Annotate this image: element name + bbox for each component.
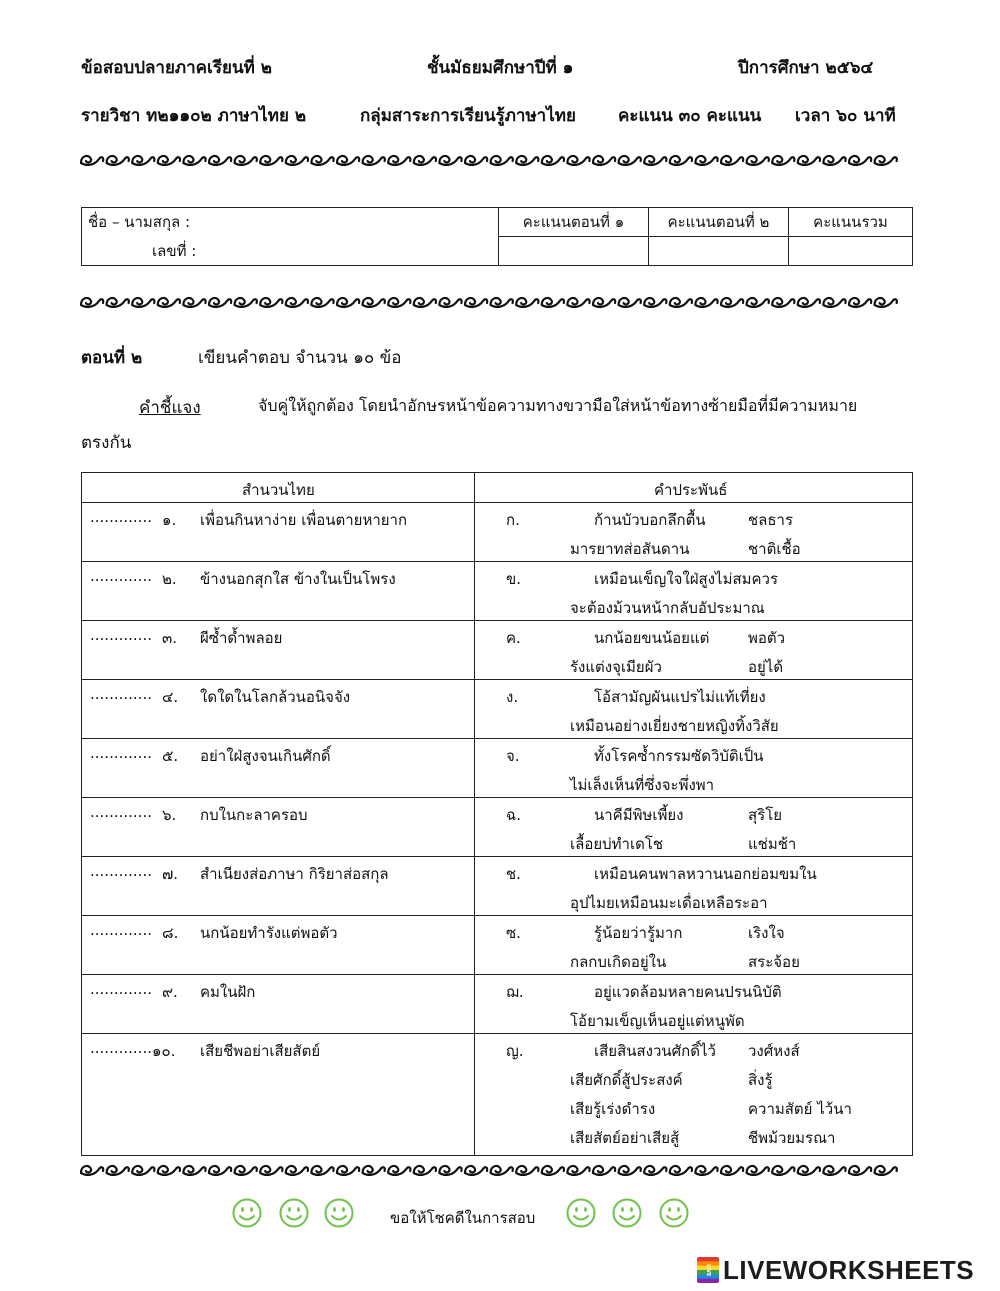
ornament-swirl-icon [593, 1166, 615, 1175]
poem-letter: จ. [506, 747, 520, 765]
poem-line-end: สระจ้อย [748, 953, 800, 971]
good-luck-text: ขอให้โชคดีในการสอบ [390, 1209, 536, 1227]
ornament-divider [80, 292, 912, 314]
answer-blank[interactable]: ............. [90, 626, 152, 644]
section-title: ตอนที่ ๒ [81, 348, 143, 368]
ornament-swirl-icon [209, 156, 231, 165]
ornament-swirl-icon [337, 1166, 359, 1175]
poem-line: เลื้อยบ่ทำเดโช [570, 835, 664, 853]
liveworksheets-logo[interactable] [697, 1256, 974, 1284]
ornament-swirl-icon [567, 156, 589, 165]
ornament-swirl-icon [260, 298, 282, 307]
item-number: ๙. [162, 983, 178, 1001]
ornament-swirl-icon [670, 156, 692, 165]
poem-line: เสียศักดิ์สู้ประสงค์ [570, 1071, 683, 1089]
idiom-text: กบในกะลาครอบ [200, 806, 308, 824]
row-separator [82, 620, 912, 621]
badge-text: LIVE [705, 1263, 711, 1277]
row-separator [82, 797, 912, 798]
poem-letter: ก. [506, 511, 520, 529]
ornament-swirl-icon [721, 1166, 743, 1175]
ornament-swirl-icon [311, 298, 333, 307]
name-field[interactable] [82, 208, 499, 237]
poem-line: มารยาทส่อสันดาน [570, 540, 690, 558]
poem-line-end: ความสัตย์ ไว้นา [748, 1100, 852, 1118]
ornament-swirl-icon [363, 1166, 385, 1175]
poem-letter: ซ. [506, 924, 521, 942]
ornament-swirl-icon [158, 1166, 180, 1175]
ornament-swirl-icon [107, 298, 129, 307]
ornament-swirl-icon [235, 298, 257, 307]
row-separator [82, 502, 912, 503]
ornament-swirl-icon [798, 298, 820, 307]
ornament-swirl-icon [516, 1166, 538, 1175]
instruction-text: จับคู่ให้ถูกต้อง โดยนำอักษรหน้าข้อความทางขวามือใส่หน้าข้อทางซ้ายมือที่มีความหมาย [258, 396, 858, 415]
column-header-right: คำประพันธ์ [654, 481, 728, 499]
time-label: เวลา ๖๐ นาที [795, 106, 896, 126]
ornament-swirl-icon [465, 156, 487, 165]
poem-line: เหมือนเข็ญใจใฝ่สูงไม่สมควร [594, 570, 779, 588]
ornament-swirl-icon [337, 156, 359, 165]
ornament-swirl-icon [107, 156, 129, 165]
poem-line: จะต้องม้วนหน้ากลับอัประมาณ [570, 599, 765, 617]
row-separator [82, 1033, 912, 1034]
idiom-text: ใดใดในโลกล้วนอนิจจัง [200, 688, 351, 706]
ornament-divider [80, 150, 912, 172]
ornament-swirl-icon [183, 1166, 205, 1175]
ornament-swirl-icon [593, 298, 615, 307]
ornament-swirl-icon [747, 156, 769, 165]
ornament-swirl-icon [567, 298, 589, 307]
ornament-swirl-icon [542, 1166, 564, 1175]
poem-line-end: พอตัว [748, 629, 786, 647]
column-divider [474, 473, 475, 1155]
part1-score-header: คะแนนตอนที่ ๑ [499, 208, 649, 237]
poem-line-end: สุริโย [748, 806, 783, 824]
poem-line-end: ชาติเชื้อ [748, 540, 801, 558]
idiom-text: อย่าใฝ่สูงจนเกินศักดิ์ [200, 747, 331, 765]
ornament-swirl-icon [619, 1166, 641, 1175]
poem-line: เสียสินสงวนศักดิ์ไว้ [594, 1042, 716, 1060]
ornament-swirl-icon [183, 156, 205, 165]
ornament-swirl-icon [132, 156, 154, 165]
item-number: ๒. [162, 570, 177, 588]
poem-line: เสียรู้เร่งดำรง [570, 1100, 656, 1118]
live-badge [697, 1257, 719, 1283]
answer-blank[interactable]: ............. [90, 980, 152, 998]
row-separator [82, 856, 912, 857]
poem-letter: ฌ. [506, 983, 524, 1001]
ornament-swirl-icon [619, 156, 641, 165]
score-label: คะแนน ๓๐ คะแนน [618, 106, 762, 126]
idiom-text: คมในฝัก [200, 983, 256, 1001]
ornament-swirl-icon [875, 1166, 897, 1175]
ornament-swirl-icon [363, 298, 385, 307]
ornament-swirl-icon [849, 156, 871, 165]
grade-label: ชั้นมัธยมศึกษาปีที่ ๑ [427, 58, 574, 78]
poem-letter: ฉ. [506, 806, 521, 824]
ornament-swirl-icon [81, 1166, 103, 1175]
ornament-swirl-icon [516, 298, 538, 307]
poem-line-end: ชีพม้วยมรณา [748, 1129, 836, 1147]
poem-line: เหมือนคนพาลหวานนอกย่อมขมใน [594, 865, 817, 883]
ornament-swirl-icon [695, 298, 717, 307]
ornament-swirl-icon [158, 298, 180, 307]
ornament-swirl-icon [747, 1166, 769, 1175]
poem-line: เสียสัตย์อย่าเสียสู้ [570, 1129, 680, 1147]
idiom-text: เสียชีพอย่าเสียสัตย์ [200, 1042, 321, 1060]
ornament-swirl-icon [183, 298, 205, 307]
ornament-swirl-icon [670, 1166, 692, 1175]
ornament-swirl-icon [721, 156, 743, 165]
poem-line-end: ชลธาร [748, 511, 794, 529]
ornament-swirl-icon [823, 298, 845, 307]
item-number: ๖. [162, 806, 177, 824]
ornament-swirl-icon [823, 1166, 845, 1175]
part2-score-cell[interactable] [649, 237, 789, 266]
group-label: กลุ่มสาระการเรียนรู้ภาษาไทย [360, 106, 576, 126]
poem-line: นกน้อยขนน้อยแต่ [594, 629, 710, 647]
ornament-swirl-icon [439, 156, 461, 165]
ornament-swirl-icon [132, 1166, 154, 1175]
row-separator [82, 561, 912, 562]
student-info-table [81, 207, 913, 266]
poem-line-end: สิ่งรู้ [748, 1071, 773, 1089]
ornament-swirl-icon [414, 156, 436, 165]
ornament-swirl-icon [132, 298, 154, 307]
ornament-swirl-icon [209, 1166, 231, 1175]
answer-blank[interactable]: ............. [90, 1039, 152, 1057]
ornament-swirl-icon [107, 1166, 129, 1175]
smiley-icon [566, 1198, 596, 1228]
ornament-swirl-icon [695, 1166, 717, 1175]
ornament-swirl-icon [593, 156, 615, 165]
ornament-swirl-icon [414, 298, 436, 307]
poem-letter: ง. [506, 688, 519, 706]
number-label: เลขที่ : [152, 241, 197, 260]
ornament-swirl-icon [81, 156, 103, 165]
ornament-swirl-icon [772, 298, 794, 307]
ornament-swirl-icon [439, 298, 461, 307]
ornament-swirl-icon [849, 298, 871, 307]
answer-blank[interactable]: ............. [90, 508, 152, 526]
ornament-swirl-icon [849, 1166, 871, 1175]
ornament-swirl-icon [158, 156, 180, 165]
poem-line: เหมือนอย่างเยี่ยงชายหญิงทิ้งวิสัย [570, 717, 779, 735]
ornament-swirl-icon [875, 298, 897, 307]
smiley-icon [612, 1198, 642, 1228]
ornament-swirl-icon [235, 156, 257, 165]
ornament-swirl-icon [516, 156, 538, 165]
part1-score-cell[interactable] [499, 237, 649, 266]
ornament-swirl-icon [286, 156, 308, 165]
poem-letter: ค. [506, 629, 521, 647]
ornament-swirl-icon [465, 1166, 487, 1175]
poem-letter: ช. [506, 865, 521, 883]
poem-line: รู้น้อยว่ารู้มาก [594, 924, 683, 942]
item-number: ๕. [162, 747, 179, 765]
row-separator [82, 738, 912, 739]
ornament-swirl-icon [721, 298, 743, 307]
ornament-swirl-icon [798, 156, 820, 165]
ornament-swirl-icon [388, 298, 410, 307]
instruction-label: คำชี้แจง [139, 398, 201, 418]
poem-line: รังแต่งจุเมียผัว [570, 658, 662, 676]
poem-line-end: แช่มช้า [748, 835, 797, 853]
poem-letter: ญ. [506, 1042, 524, 1060]
ornament-swirl-icon [286, 1166, 308, 1175]
answer-blank[interactable]: ............. [90, 567, 152, 585]
item-number: ๓. [162, 629, 178, 647]
ornament-swirl-icon [491, 298, 513, 307]
poem-line: โอ้สามัญผันแปรไม่แท้เที่ยง [594, 688, 766, 706]
row-separator [82, 679, 912, 680]
year-label: ปีการศึกษา ๒๕๖๔ [738, 58, 874, 78]
subject-label: รายวิชา ท๒๑๑๐๒ ภาษาไทย ๒ [81, 106, 307, 126]
poem-line: ก้านบัวบอกลึกตื้น [594, 511, 706, 529]
answer-blank[interactable]: ............. [90, 921, 152, 939]
ornament-swirl-icon [875, 156, 897, 165]
idiom-text: นกน้อยทำรังแต่พอตัว [200, 924, 338, 942]
row-separator [82, 974, 912, 975]
ornament-swirl-icon [209, 298, 231, 307]
poem-line-end: เริงใจ [748, 924, 785, 942]
ornament-swirl-icon [644, 298, 666, 307]
ornament-swirl-icon [311, 156, 333, 165]
instruction-continued: ตรงกัน [81, 433, 132, 453]
item-number: ๔. [162, 688, 179, 706]
answer-blank[interactable]: ............. [90, 744, 152, 762]
ornament-swirl-icon [311, 1166, 333, 1175]
poem-line-end: อยู่ได้ [748, 658, 784, 676]
ornament-swirl-icon [388, 156, 410, 165]
ornament-swirl-icon [260, 156, 282, 165]
poem-line: ทั้งโรคซ้ำกรรมซัดวิบัติเป็น [594, 747, 764, 765]
ornament-swirl-icon [542, 298, 564, 307]
smiley-icon [232, 1198, 262, 1228]
ornament-swirl-icon [798, 1166, 820, 1175]
idiom-text: เพื่อนกินหาง่าย เพื่อนตายหายาก [200, 511, 408, 529]
ornament-swirl-icon [823, 156, 845, 165]
ornament-swirl-icon [670, 298, 692, 307]
idiom-text: ผีซ้ำด้ำพลอย [200, 629, 283, 647]
poem-letter: ข. [506, 570, 522, 588]
smiley-icon [659, 1198, 689, 1228]
ornament-swirl-icon [747, 298, 769, 307]
item-number: ๑๐. [152, 1042, 176, 1060]
ornament-swirl-icon [567, 1166, 589, 1175]
matching-table [81, 472, 913, 1156]
answer-blank[interactable]: ............. [90, 803, 152, 821]
total-score-header: คะแนนรวม [789, 208, 913, 237]
poem-line: อุปไมยเหมือนมะเดื่อเหลือระอา [570, 894, 768, 912]
poem-line: นาคีมีพิษเพี้ยง [594, 806, 684, 824]
name-label: ชื่อ – นามสกุล : [88, 213, 191, 232]
ornament-swirl-icon [491, 1166, 513, 1175]
ornament-swirl-icon [542, 156, 564, 165]
column-header-left: สำนวนไทย [242, 481, 315, 499]
ornament-swirl-icon [644, 1166, 666, 1175]
ornament-swirl-icon [81, 298, 103, 307]
ornament-swirl-icon [363, 156, 385, 165]
ornament-swirl-icon [388, 1166, 410, 1175]
answer-blank[interactable]: ............. [90, 862, 152, 880]
ornament-swirl-icon [260, 1166, 282, 1175]
row-separator [82, 915, 912, 916]
ornament-divider [80, 1160, 912, 1182]
poem-line: โอ้ยามเข็ญเห็นอยู่แต่หนูพัด [570, 1012, 745, 1030]
ornament-swirl-icon [439, 1166, 461, 1175]
section-subtitle: เขียนคำตอบ จำนวน ๑๐ ข้อ [198, 348, 402, 368]
ornament-swirl-icon [491, 156, 513, 165]
ornament-swirl-icon [286, 298, 308, 307]
ornament-swirl-icon [644, 156, 666, 165]
poem-line: กลกบเกิดอยู่ใน [570, 953, 667, 971]
answer-blank[interactable]: ............. [90, 685, 152, 703]
item-number: ๘. [162, 924, 179, 942]
ornament-swirl-icon [465, 298, 487, 307]
ornament-swirl-icon [772, 1166, 794, 1175]
poem-line: อยู่แวดล้อมหลายคนปรนนิบัติ [594, 983, 782, 1001]
item-number: ๑. [162, 511, 177, 529]
number-field[interactable] [82, 237, 499, 266]
ornament-swirl-icon [414, 1166, 436, 1175]
ornament-swirl-icon [772, 156, 794, 165]
item-number: ๗. [162, 865, 179, 883]
idiom-text: สำเนียงส่อภาษา กิริยาส่อสกุล [200, 865, 389, 883]
ornament-swirl-icon [695, 156, 717, 165]
ornament-swirl-icon [235, 1166, 257, 1175]
smiley-icon [324, 1198, 354, 1228]
brand-name: LIVEWORKSHEETS [723, 1254, 975, 1285]
idiom-text: ข้างนอกสุกใส ข้างในเป็นโพรง [200, 570, 396, 588]
total-score-cell[interactable] [789, 237, 913, 266]
part2-score-header: คะแนนตอนที่ ๒ [649, 208, 789, 237]
poem-line-end: วงศ์หงส์ [748, 1042, 800, 1060]
poem-line: ไม่เล็งเห็นที่ซึ่งจะพึ่งพา [570, 776, 715, 794]
ornament-swirl-icon [619, 298, 641, 307]
smiley-icon [279, 1198, 309, 1228]
ornament-swirl-icon [337, 298, 359, 307]
exam-title: ข้อสอบปลายภาคเรียนที่ ๒ [81, 58, 272, 78]
